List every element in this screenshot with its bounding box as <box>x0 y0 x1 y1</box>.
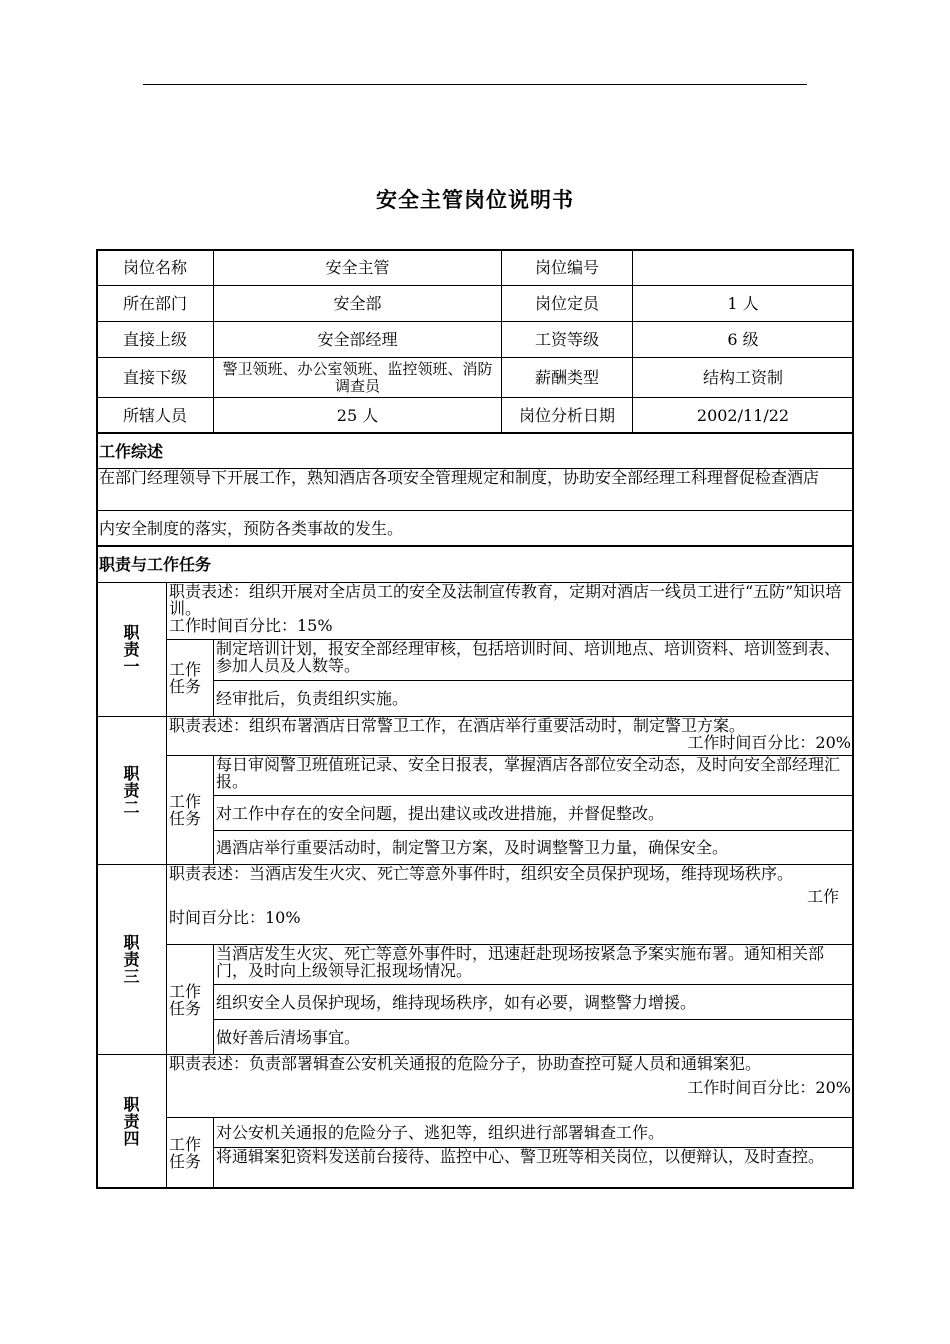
duty-4-task-2: 将通辑案犯资料发送前台接待、监控中心、警卫班等相关岗位，以便辩认，及时查控。 <box>213 1147 854 1189</box>
duty-2-task-1: 每日审阅警卫班值班记录、安全日报表，掌握酒店各部位安全动态，及时向安全部经理汇报。 <box>213 755 854 796</box>
label-superior: 直接上级 <box>96 321 214 358</box>
label-analysis-date: 岗位分析日期 <box>501 397 633 434</box>
header-rule <box>143 84 807 85</box>
duty-4-description: 职责表述：负责部署辑查公安机关通报的危险分子，协助查控可疑人员和通辑案犯。 工作时间百分比：20% <box>166 1054 854 1118</box>
section-divider <box>96 545 854 547</box>
value-department: 安全部 <box>213 285 502 322</box>
value-position-name: 安全主管 <box>213 249 502 286</box>
value-salary-grade: 6 级 <box>632 321 854 358</box>
label-salary-grade: 工资等级 <box>501 321 633 358</box>
label-headcount: 岗位定员 <box>501 285 633 322</box>
duty-1-task-label: 工作任务 <box>166 639 214 717</box>
duty-2-time-percent: 工作时间百分比：20% <box>687 733 851 752</box>
duty-1-description: 职责表述：组织开展对全店员工的安全及法制宣传教育，定期对酒店一线员工进行“五防”知识培训。 工作时间百分比：15% <box>166 582 854 640</box>
duty-3-description: 职责表述：当酒店发生火灾、死亡等意外事件时，组织安全员保护现场，维持现场秩序。 工作 时间百分比：10% <box>166 864 854 945</box>
duty-3-label: 职 责 三 <box>96 864 167 1055</box>
duty-4-task-label: 工作任务 <box>166 1117 214 1189</box>
label-position-number: 岗位编号 <box>501 249 633 286</box>
value-subordinates: 警卫领班、办公室领班、监控领班、消防调查员 <box>213 357 502 398</box>
duty-1-label: 职 责 一 <box>96 582 167 717</box>
duty-3-time-percent-a: 工作 <box>806 887 839 906</box>
duty-3-task-label: 工作任务 <box>166 944 214 1055</box>
value-position-number <box>632 249 854 286</box>
value-headcount: 1 人 <box>632 285 854 322</box>
label-department: 所在部门 <box>96 285 214 322</box>
value-analysis-date: 2002/11/22 <box>632 397 854 434</box>
duty-2-description: 职责表述：组织布署酒店日常警卫工作，在酒店举行重要活动时，制定警卫方案。 工作时间百分比：20% <box>166 716 854 756</box>
duty-3-task-3: 做好善后清场事宜。 <box>213 1019 854 1055</box>
duty-2-task-label: 工作任务 <box>166 755 214 865</box>
duty-4-time-percent: 工作时间百分比：20% <box>687 1078 851 1097</box>
label-position-name: 岗位名称 <box>96 249 214 286</box>
duty-3-time-percent-b: 时间百分比：10% <box>169 908 301 927</box>
label-subordinates: 直接下级 <box>96 357 214 398</box>
value-pay-type: 结构工资制 <box>632 357 854 398</box>
label-staff: 所辖人员 <box>96 397 214 434</box>
duty-1-time-percent: 工作时间百分比：15% <box>169 616 333 635</box>
duty-2-label: 职 责 二 <box>96 716 167 865</box>
duty-1-task-2: 经审批后，负责组织实施。 <box>213 680 854 717</box>
value-staff: 25 人 <box>213 397 502 434</box>
summary-line-1: 在部门经理领导下开展工作，熟知酒店各项安全管理规定和制度，协助安全部经理工科理督促检查酒店 <box>96 468 854 511</box>
duty-3-task-2: 组织安全人员保护现场，维持现场秩序，如有必要，调整警力增援。 <box>213 984 854 1020</box>
section-divider <box>96 432 854 434</box>
duty-2-task-2: 对工作中存在的安全问题，提出建议或改进措施，并督促整改。 <box>213 795 854 831</box>
duties-heading: 职责与工作任务 <box>96 546 854 583</box>
summary-line-2: 内安全制度的落实，预防各类事故的发生。 <box>96 510 854 547</box>
duty-2-task-3: 遇酒店举行重要活动时，制定警卫方案，及时调整警卫力量，确保安全。 <box>213 830 854 865</box>
value-superior: 安全部经理 <box>213 321 502 358</box>
duty-4-label: 职 责 四 <box>96 1054 167 1189</box>
page-title: 安全主管岗位说明书 <box>376 188 574 212</box>
duty-1-task-1: 制定培训计划，报安全部经理审核，包括培训时间、培训地点、培训资料、培训签到表、参加人员及人数等。 <box>213 639 854 681</box>
duty-3-task-1: 当酒店发生火灾、死亡等意外事件时，迅速赶赴现场按紧急予案实施布署。通知相关部门，及时向上级领导汇报现场情况。 <box>213 944 854 985</box>
label-pay-type: 薪酬类型 <box>501 357 633 398</box>
summary-heading: 工作综述 <box>96 433 854 469</box>
duty-4-task-1: 对公安机关通报的危险分子、逃犯等，组织进行部署辑查工作。 <box>213 1117 854 1148</box>
